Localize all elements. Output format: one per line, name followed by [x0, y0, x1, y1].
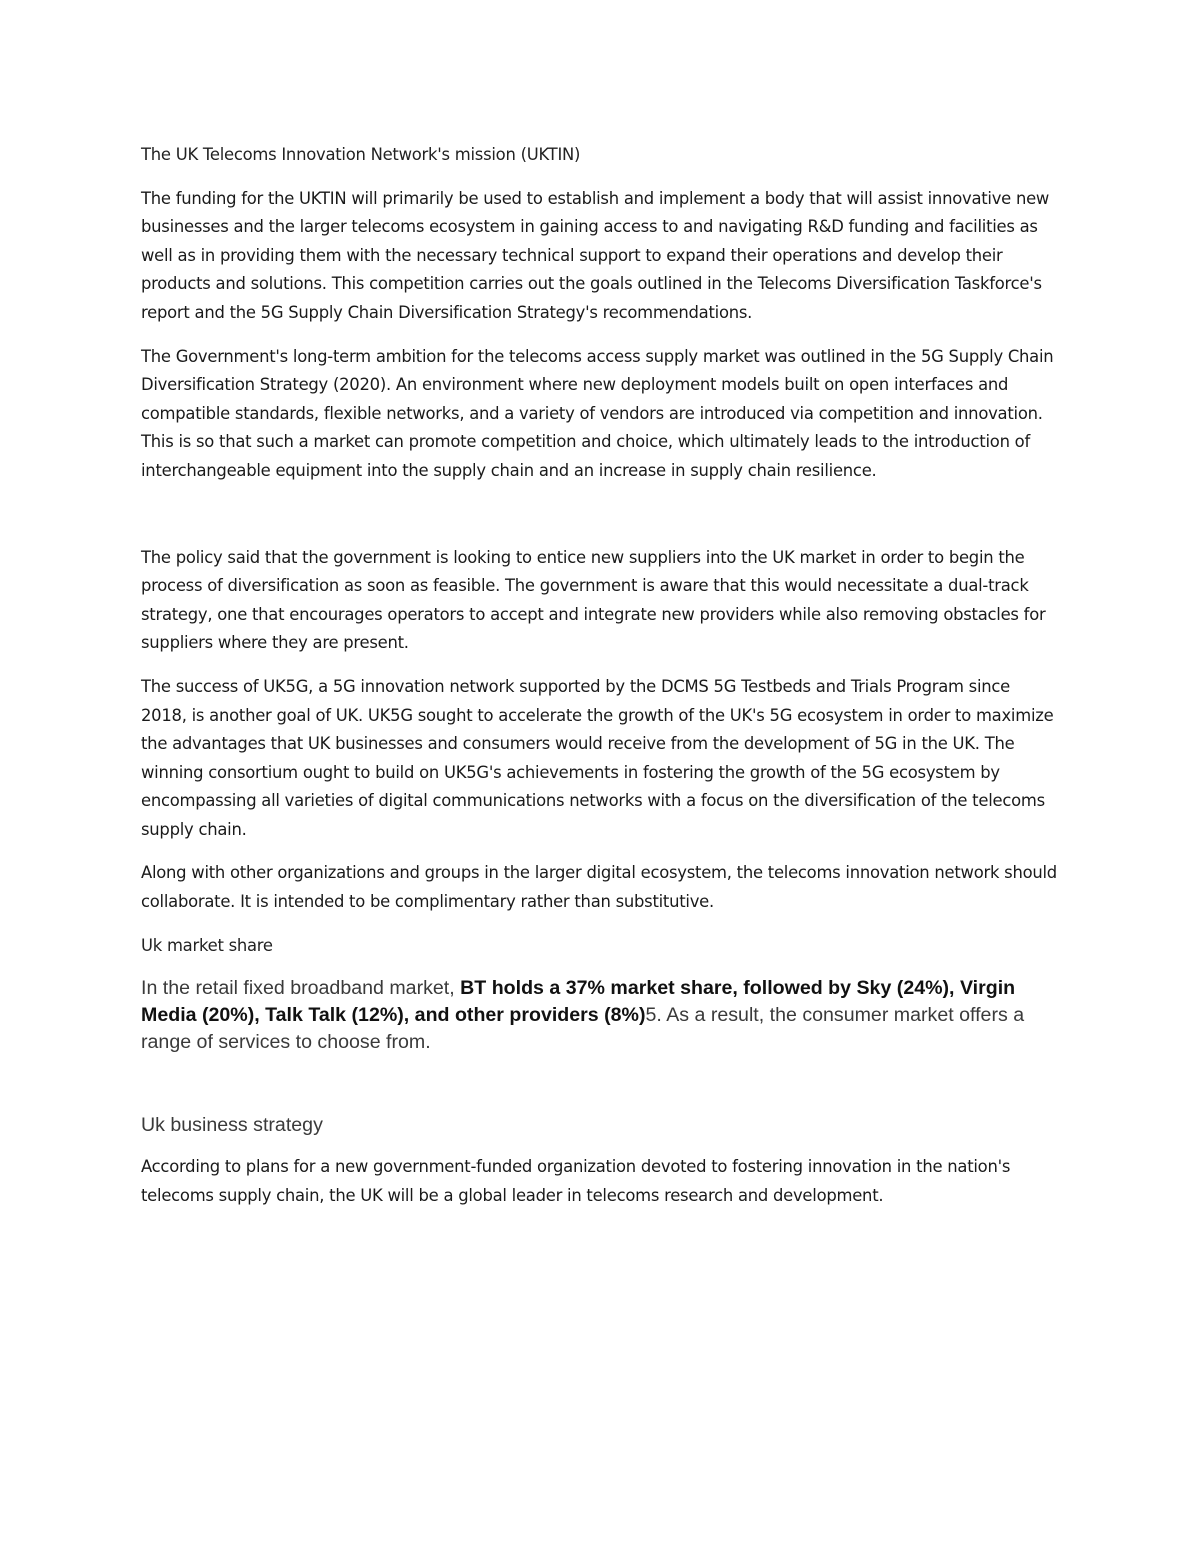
market-share-figures: BT holds a 37% market share, followed by Sky (24%), Virgin Media (20%), Talk Talk (12%), and other providers (8%)	[141, 977, 1016, 1027]
paragraph-uk5g: The success of UK5G, a 5G innovation network supported by the DCMS 5G Testbeds and Trials Program since 2018, is another goal of UK. UK5G sought to accelerate the growth of the UK's 5G ecosystem in order to maximize the advantages that UK businesses and consumers would receive from the development of 5G in the UK. The winning consortium ought to build on UK5G's achievements in fostering the growth of the 5G ecosystem by encompassing all varieties of digital communications networks with a focus on the diversification of the telecoms supply chain.	[141, 676, 1054, 839]
paragraph-government-ambition: The Government's long-term ambition for the telecoms access supply market was outlined in the 5G Supply Chain Diversification Strategy (2020). An environment where new deployment models built on open interfaces and compatible standards, flexible networks, and a variety of vendors are introduced via competition and innovation. This is so that such a market can promote competition and choice, which ultimately leads to the introduction of interchangeable equipment into the supply chain and an increase in supply chain resilience.	[141, 346, 1054, 480]
document-body	[141, 141, 1059, 1225]
market-intro-text: In the retail fixed broadband market,	[141, 977, 461, 1000]
section-heading-market-share: Uk market share	[141, 935, 273, 955]
paragraph-collaboration: Along with other organizations and groups in the larger digital ecosystem, the telecoms innovation network should collaborate. It is intended to be complimentary rather than substitutive.	[141, 863, 1057, 912]
section-heading-business-strategy: Uk business strategy	[141, 1114, 323, 1137]
market-outro-text: 5. As a result, the consumer market offers a range of services to choose from.	[141, 1004, 1025, 1054]
paragraph-business-strategy: According to plans for a new government-funded organization devoted to fostering innovation in the nation's telecoms supply chain, the UK will be a global leader in telecoms research and development.	[141, 1157, 1011, 1205]
paragraph-policy: The policy said that the government is looking to entice new suppliers into the UK market in order to begin the process of diversification as soon as feasible. The government is aware that this would necessitate a dual-track strategy, one that encourages operators to accept and integrate new providers while also removing obstacles for suppliers where they are present.	[141, 547, 1046, 653]
paragraph-funding: The funding for the UKTIN will primarily be used to establish and implement a body that will assist innovative new businesses and the larger telecoms ecosystem in gaining access to and navigating R&D funding and facilities as well as in providing them with the necessary technical support to expand their operations and develop their products and solutions. This competition carries out the goals outlined in the Telecoms Diversification Taskforce's report and the 5G Supply Chain Diversification Strategy's recommendations.	[141, 188, 1050, 322]
blank-line	[141, 1056, 1059, 1112]
blank-line	[141, 501, 1059, 544]
paragraph-market-share	[141, 975, 1059, 1056]
section-heading-uktin: The UK Telecoms Innovation Network's mission (UKTIN)	[141, 145, 581, 164]
